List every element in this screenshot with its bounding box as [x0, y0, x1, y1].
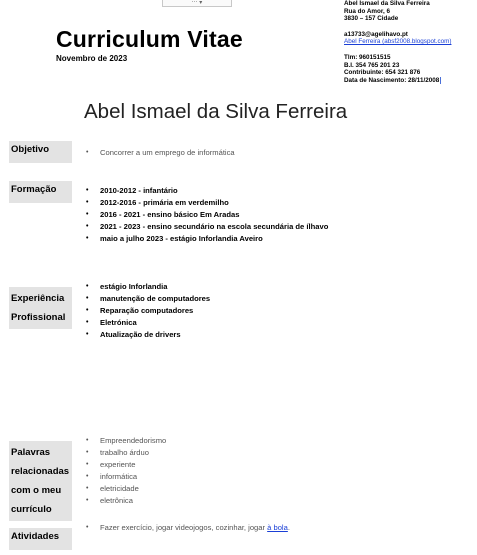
contact-email: a13733@agelihavo.pt: [344, 30, 408, 38]
section-label-objetivo: Objetivo: [9, 141, 72, 163]
list-item: • experiente: [86, 459, 166, 471]
list-item: • eletricidade: [86, 483, 166, 495]
list-item: • maio a julho 2023 - estágio Inforlandia Aveiro: [86, 233, 328, 245]
section-label-formacao: Formação: [9, 181, 72, 203]
contact-postal: 3830 – 157 Cidade: [344, 15, 399, 23]
list-item: • eletrônica: [86, 495, 166, 507]
contact-birth: Data de Nascimento: 28/11/2008: [344, 76, 440, 84]
section-label-atividades: Atividades: [9, 528, 72, 550]
list-item: • Eletrónica: [86, 317, 210, 329]
document-title: Curriculum Vitae: [56, 26, 243, 52]
contact-bi: B.I. 354 765 201 23: [344, 61, 400, 69]
blog-link[interactable]: Abel Ferreira (absf2008.blogspot.com): [344, 38, 452, 46]
contact-block: [344, 0, 451, 85]
list-item: • informática: [86, 471, 166, 483]
section-label-experiencia: Experiência Profissional: [9, 287, 72, 329]
toolbar-stub[interactable]: ··· ▾: [162, 0, 232, 7]
section-label-palavras: Palavras relacionadas com o meu currículo: [9, 441, 72, 521]
list-item: • Fazer exercício, jogar videojogos, cozinhar, jogar à bola.: [86, 522, 290, 534]
list-item: • Atualização de drivers: [86, 329, 210, 341]
experiencia-list: [86, 281, 210, 341]
list-item: • 2016 - 2021 - ensino básico Em Aradas: [86, 209, 328, 221]
list-item: • Empreendedorismo: [86, 435, 166, 447]
text-cursor: [440, 77, 441, 84]
contact-phone: Tlm: 960151515: [344, 53, 391, 61]
formacao-list: [86, 185, 328, 245]
list-item: • manutenção de computadores: [86, 293, 210, 305]
list-item: • Reparação computadores: [86, 305, 210, 317]
contact-name: Abel Ismael da Silva Ferreira: [344, 0, 430, 7]
bola-link[interactable]: à bola: [267, 523, 288, 532]
atividades-list: [86, 522, 290, 534]
full-name-heading: Abel Ismael da Silva Ferreira: [84, 100, 348, 123]
document-date: Novembro de 2023: [56, 54, 128, 63]
contact-street: Rua do Amor, 6: [344, 7, 390, 15]
list-item: • 2012-2016 - primária em verdemilho: [86, 197, 328, 209]
list-item: • trabalho árduo: [86, 447, 166, 459]
list-item: • Concorrer a um emprego de informática: [86, 147, 235, 159]
contact-nif: Contribuinte: 654 321 876: [344, 69, 421, 77]
list-item: • 2010-2012 - infantário: [86, 185, 328, 197]
palavras-list: [86, 435, 166, 507]
objetivo-list: [86, 147, 235, 159]
list-item: • 2021 - 2023 - ensino secundário na escola secundária de ílhavo: [86, 221, 328, 233]
list-item: • estágio Inforlandia: [86, 281, 210, 293]
